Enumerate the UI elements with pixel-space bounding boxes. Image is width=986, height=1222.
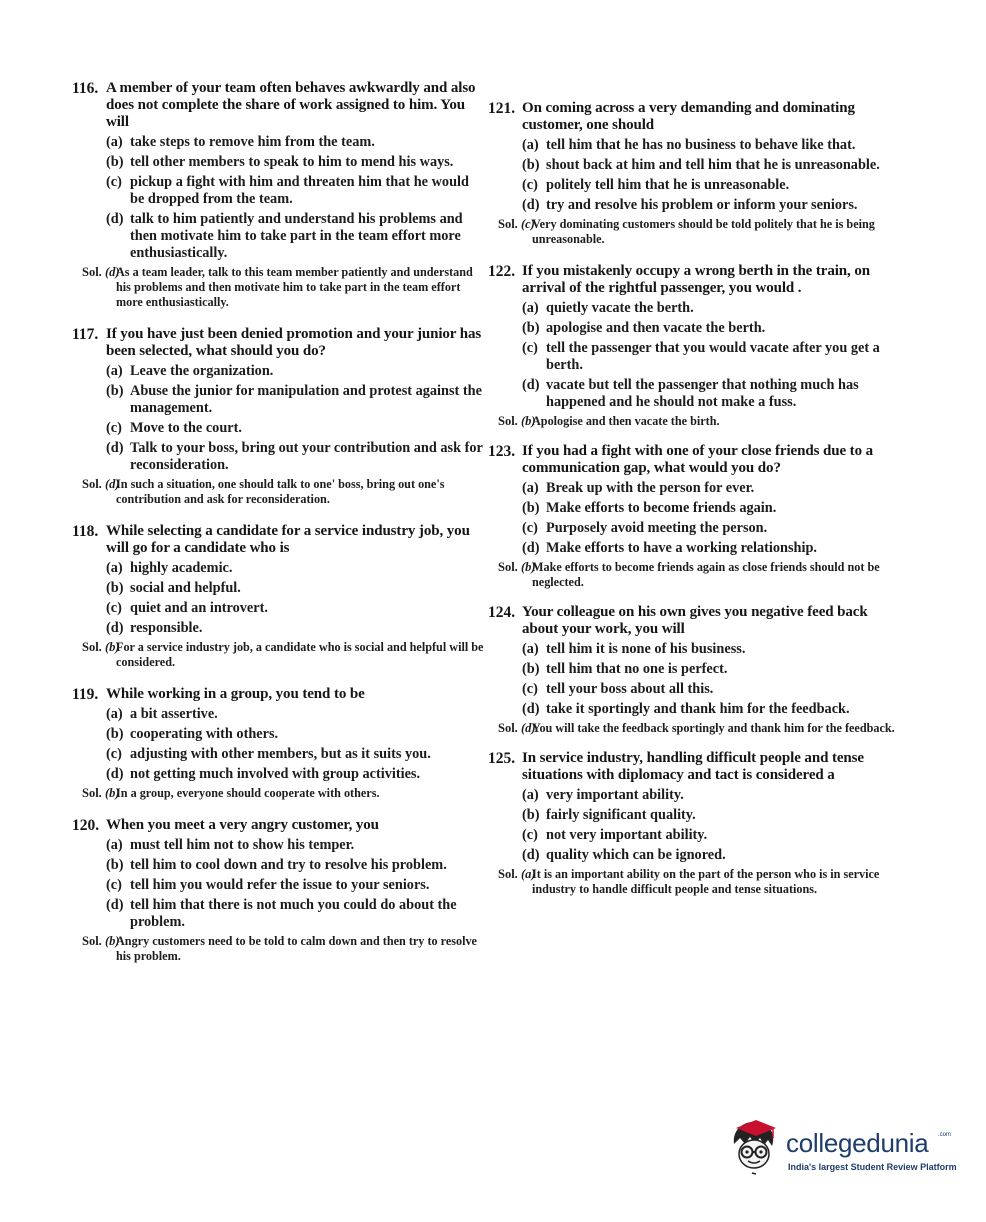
option-key: (a) <box>106 134 123 150</box>
options-list <box>522 137 900 214</box>
collegedunia-logo <box>726 1118 966 1188</box>
option-d <box>522 701 900 718</box>
option-key: (b) <box>106 726 124 742</box>
option-text: tell him it is none of his business. <box>546 641 746 657</box>
question-text: If you have just been denied promotion and your junior has been selected, what should you do? <box>106 326 482 359</box>
option-d <box>522 847 900 864</box>
options-list <box>522 300 900 411</box>
option-key: (c) <box>522 827 538 843</box>
option-text: shout back at him and tell him that he is unreasonable. <box>546 157 880 173</box>
option-b <box>522 157 900 174</box>
solution-text: Angry customers need to be told to calm down and then try to resolve his problem. <box>116 934 477 963</box>
option-key: (c) <box>522 520 538 536</box>
solution <box>82 934 484 964</box>
solution-key: Sol. (b) <box>82 640 120 654</box>
option-text: pickup a fight with him and threaten him that he would be dropped from the team. <box>130 174 469 207</box>
option-text: Make efforts to have a working relationship. <box>546 540 817 556</box>
option-text: Leave the organization. <box>130 363 274 379</box>
option-key: (c) <box>106 600 122 616</box>
option-key: (b) <box>106 580 124 596</box>
option-c <box>106 174 484 208</box>
option-key: (c) <box>106 174 122 190</box>
option-key: (c) <box>522 340 538 356</box>
option-key: (a) <box>522 787 539 803</box>
solution-text: Make efforts to become friends again as close friends should not be neglected. <box>532 560 880 589</box>
option-text: tell him to cool down and try to resolve his problem. <box>130 857 447 873</box>
option-b <box>106 726 484 743</box>
question-number: 120. <box>72 817 100 834</box>
option-d <box>106 440 484 474</box>
option-b <box>522 807 900 824</box>
option-key: (d) <box>106 620 124 636</box>
question-number: 116. <box>72 80 99 97</box>
option-text: quiet and an introvert. <box>130 600 268 616</box>
logo-suffix: .com <box>938 1132 952 1138</box>
option-c <box>106 420 484 437</box>
option-key: (a) <box>522 137 539 153</box>
solution-text: Very dominating customers should be told politely that he is being unreasonable. <box>532 217 875 246</box>
option-text: tell the passenger that you would vacate after you get a berth. <box>546 340 880 373</box>
option-b <box>522 500 900 517</box>
option-key: (c) <box>522 177 538 193</box>
option-text: quietly vacate the berth. <box>546 300 694 316</box>
question-number: 122. <box>488 263 516 280</box>
solution-text: In such a situation, one should talk to one' boss, bring out one's contribution and ask for reconsideration. <box>116 477 445 506</box>
option-a <box>106 363 484 380</box>
options-list <box>106 837 484 931</box>
student-mascot-icon <box>726 1118 780 1180</box>
option-text: very important ability. <box>546 787 684 803</box>
question-text: When you meet a very angry customer, you <box>106 817 379 833</box>
option-key: (c) <box>106 877 122 893</box>
option-key: (a) <box>106 706 123 722</box>
option-d <box>522 540 900 557</box>
option-c <box>522 177 900 194</box>
options-list <box>522 787 900 864</box>
option-text: not getting much involved with group activities. <box>130 766 421 782</box>
solution <box>82 265 484 310</box>
option-a <box>106 706 484 723</box>
right-column <box>488 80 900 897</box>
solution <box>498 217 900 247</box>
option-b <box>106 580 484 597</box>
option-key: (b) <box>522 807 540 823</box>
option-key: (d) <box>106 440 124 456</box>
solution <box>498 721 900 736</box>
option-b <box>522 661 900 678</box>
solution <box>498 867 900 897</box>
option-c <box>106 600 484 617</box>
option-key: (d) <box>106 766 124 782</box>
option-c <box>106 746 484 763</box>
option-text: take steps to remove him from the team. <box>130 134 375 150</box>
option-key: (d) <box>522 701 540 717</box>
option-key: (a) <box>106 560 123 576</box>
option-text: tell him that he has no business to behave like that. <box>546 137 856 153</box>
solution-text: Apologise and then vacate the birth. <box>532 414 720 428</box>
option-text: Purposely avoid meeting the person. <box>546 520 768 536</box>
option-text: tell him that no one is perfect. <box>546 661 728 677</box>
option-key: (b) <box>106 154 124 170</box>
option-key: (d) <box>522 377 540 393</box>
option-text: responsible. <box>130 620 203 636</box>
option-key: (d) <box>106 897 124 913</box>
question-117 <box>72 326 484 507</box>
option-key: (d) <box>522 540 540 556</box>
solution-text: It is an important ability on the part of the person who is in service industry to handle difficult people and tense situations. <box>532 867 880 896</box>
option-text: try and resolve his problem or inform your seniors. <box>546 197 858 213</box>
option-text: Make efforts to become friends again. <box>546 500 777 516</box>
option-text: adjusting with other members, but as it suits you. <box>130 746 431 762</box>
option-key: (a) <box>522 641 539 657</box>
option-key: (b) <box>522 320 540 336</box>
logo-name: collegedunia <box>786 1128 929 1158</box>
option-key: (b) <box>522 661 540 677</box>
option-a <box>106 837 484 854</box>
question-text: A member of your team often behaves awkwardly and also does not complete the share of work assigned to him. You will <box>106 80 476 130</box>
option-a <box>106 134 484 151</box>
question-number: 124. <box>488 604 516 621</box>
option-a <box>522 641 900 658</box>
question-number: 125. <box>488 750 516 767</box>
option-c <box>106 877 484 894</box>
option-c <box>522 340 900 374</box>
option-text: tell your boss about all this. <box>546 681 714 697</box>
option-a <box>522 300 900 317</box>
solution-key: Sol. (d) <box>498 721 536 735</box>
option-d <box>106 897 484 931</box>
option-c <box>522 827 900 844</box>
option-key: (d) <box>106 211 124 227</box>
option-key: (b) <box>522 157 540 173</box>
solution <box>82 477 484 507</box>
question-number: 118. <box>72 523 99 540</box>
question-118 <box>72 523 484 670</box>
question-124 <box>488 604 900 736</box>
solution-key: Sol. (a) <box>498 867 536 881</box>
solution-key: Sol. (b) <box>498 560 536 574</box>
option-key: (b) <box>106 857 124 873</box>
option-text: talk to him patiently and understand his problems and then motivate him to take part in the team effort more enthusiastically. <box>130 211 463 261</box>
solution-text: As a team leader, talk to this team member patiently and understand his problems and then motivate him to take part in the team effort more enthusiastically. <box>116 265 473 309</box>
solution-text: In a group, everyone should cooperate with others. <box>116 786 380 800</box>
option-key: (a) <box>106 363 123 379</box>
options-list <box>106 706 484 783</box>
question-123 <box>488 443 900 590</box>
solution <box>498 560 900 590</box>
solution-text: For a service industry job, a candidate who is social and helpful will be considered. <box>116 640 484 669</box>
question-number: 121. <box>488 100 516 117</box>
options-list <box>106 363 484 474</box>
option-text: highly academic. <box>130 560 233 576</box>
option-key: (d) <box>522 197 540 213</box>
question-text: While selecting a candidate for a service industry job, you will go for a candidate who is <box>106 523 470 556</box>
option-d <box>522 197 900 214</box>
question-119 <box>72 686 484 801</box>
option-b <box>106 857 484 874</box>
option-text: tell him that there is not much you could do about the problem. <box>130 897 457 930</box>
solution-key: Sol. (c) <box>498 217 535 231</box>
option-key: (d) <box>522 847 540 863</box>
question-number: 119. <box>72 686 99 703</box>
option-b <box>522 320 900 337</box>
option-a <box>522 480 900 497</box>
option-text: a bit assertive. <box>130 706 218 722</box>
option-key: (a) <box>522 480 539 496</box>
solution-key: Sol. (b) <box>82 786 120 800</box>
options-list <box>106 560 484 637</box>
option-key: (a) <box>522 300 539 316</box>
options-list <box>106 134 484 262</box>
option-a <box>522 787 900 804</box>
option-text: tell other members to speak to him to mend his ways. <box>130 154 454 170</box>
option-text: politely tell him that he is unreasonable. <box>546 177 790 193</box>
option-d <box>106 766 484 783</box>
option-text: cooperating with others. <box>130 726 279 742</box>
option-key: (c) <box>106 420 122 436</box>
option-key: (b) <box>106 383 124 399</box>
option-b <box>106 383 484 417</box>
question-116 <box>72 80 484 310</box>
question-122 <box>488 263 900 429</box>
left-column <box>72 80 484 964</box>
option-text: take it sportingly and thank him for the feedback. <box>546 701 850 717</box>
option-a <box>106 560 484 577</box>
options-list <box>522 641 900 718</box>
option-text: Talk to your boss, bring out your contribution and ask for reconsideration. <box>130 440 483 473</box>
options-list <box>522 480 900 557</box>
solution <box>82 786 484 801</box>
option-d <box>106 211 484 262</box>
option-text: fairly significant quality. <box>546 807 696 823</box>
option-text: social and helpful. <box>130 580 241 596</box>
solution-key: Sol. (b) <box>82 934 120 948</box>
option-text: Move to the court. <box>130 420 242 436</box>
solution-key: Sol. (d) <box>82 265 120 279</box>
question-text: On coming across a very demanding and dominating customer, one should <box>522 100 855 133</box>
question-125 <box>488 750 900 897</box>
logo-tagline: India's largest Student Review Platform <box>788 1162 957 1172</box>
option-text: must tell him not to show his temper. <box>130 837 355 853</box>
solution-text: You will take the feedback sportingly and thank him for the feedback. <box>532 721 895 735</box>
option-a <box>522 137 900 154</box>
solution <box>82 640 484 670</box>
option-c <box>522 520 900 537</box>
option-c <box>522 681 900 698</box>
option-text: quality which can be ignored. <box>546 847 726 863</box>
option-text: Abuse the junior for manipulation and protest against the management. <box>130 383 482 416</box>
question-text: Your colleague on his own gives you negative feed back about your work, you will <box>522 604 868 637</box>
option-text: Break up with the person for ever. <box>546 480 755 496</box>
question-number: 123. <box>488 443 516 460</box>
option-text: apologise and then vacate the berth. <box>546 320 766 336</box>
question-number: 117. <box>72 326 99 343</box>
option-d <box>522 377 900 411</box>
solution-key: Sol. (d) <box>82 477 120 491</box>
option-key: (c) <box>522 681 538 697</box>
solution <box>498 414 900 429</box>
solution-key: Sol. (b) <box>498 414 536 428</box>
question-text: If you mistakenly occupy a wrong berth in the train, on arrival of the rightful passenger, you would . <box>522 263 870 296</box>
question-text: If you had a fight with one of your close friends due to a communication gap, what would you do? <box>522 443 874 476</box>
option-text: not very important ability. <box>546 827 708 843</box>
option-text: tell him you would refer the issue to your seniors. <box>130 877 430 893</box>
option-key: (b) <box>522 500 540 516</box>
option-key: (a) <box>106 837 123 853</box>
question-121 <box>488 100 900 247</box>
question-text: While working in a group, you tend to be <box>106 686 365 702</box>
option-b <box>106 154 484 171</box>
option-text: vacate but tell the passenger that nothing much has happened and he should not make a fuss. <box>546 377 859 410</box>
option-key: (c) <box>106 746 122 762</box>
question-120 <box>72 817 484 964</box>
option-d <box>106 620 484 637</box>
question-text: In service industry, handling difficult people and tense situations with diplomacy and tact is considered a <box>522 750 864 783</box>
